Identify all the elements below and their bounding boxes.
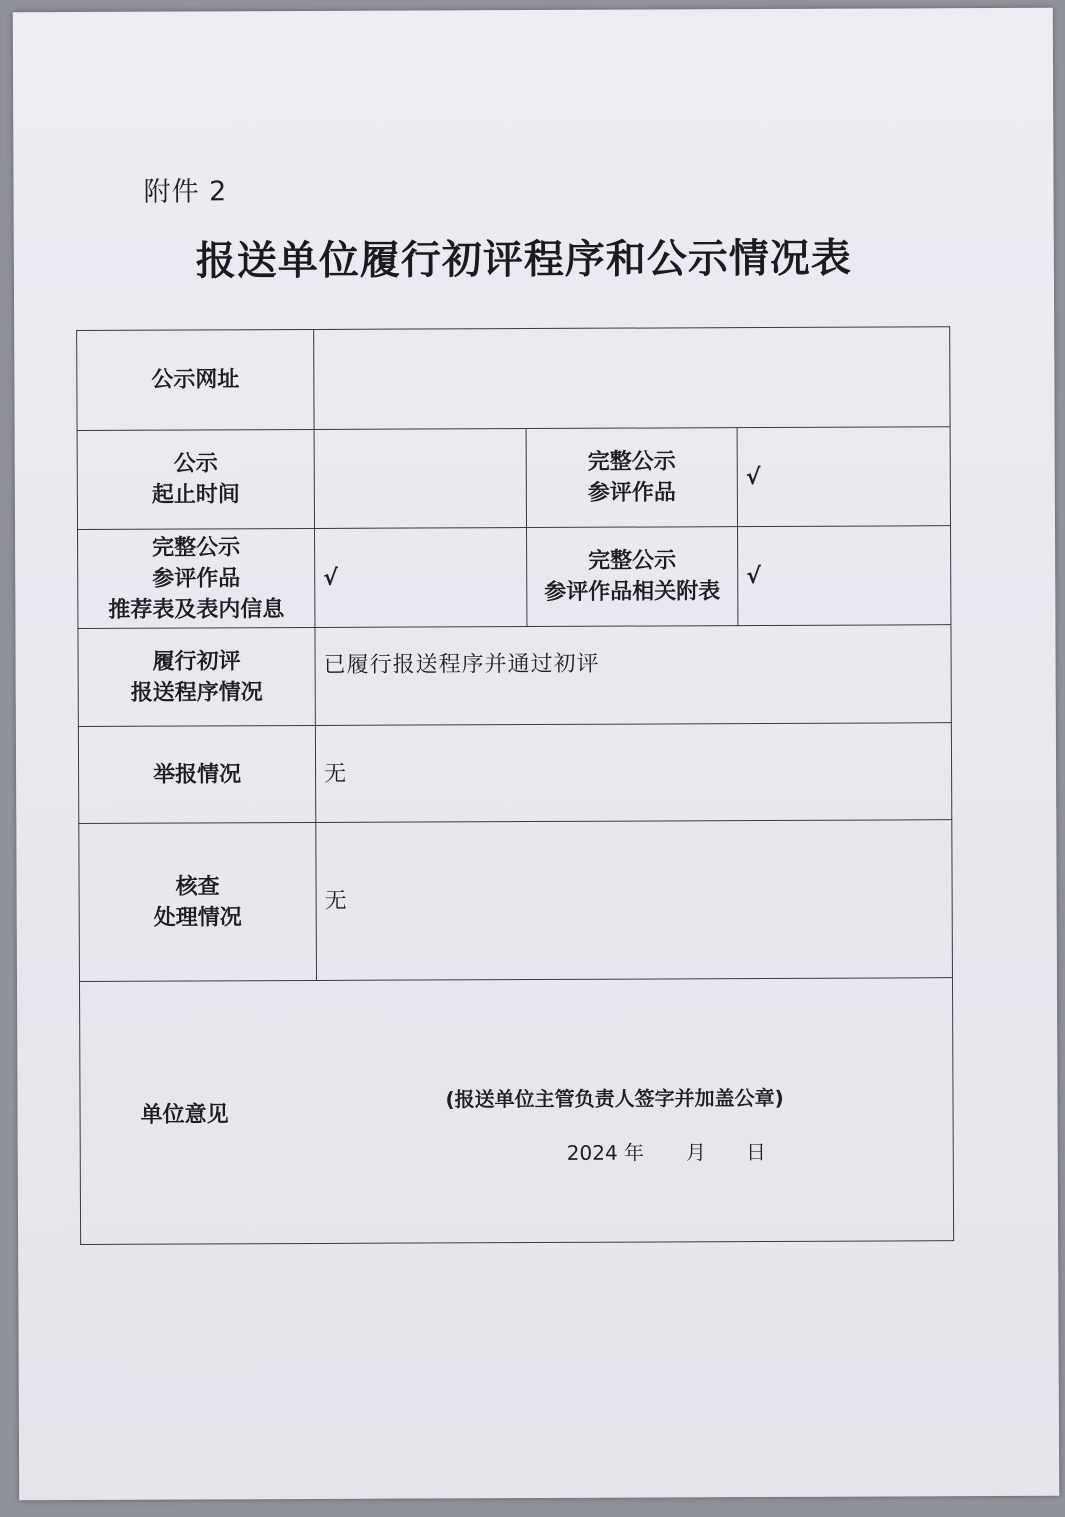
period-label bbox=[77, 429, 314, 529]
complete-works-label bbox=[526, 428, 737, 528]
row-verify bbox=[79, 820, 953, 982]
attachment-label: 附件 2 bbox=[143, 176, 228, 208]
procedure-value: 已履行报送程序并通过初评 bbox=[315, 625, 951, 726]
verify-value: 无 bbox=[316, 820, 953, 981]
row-period bbox=[77, 427, 950, 530]
complete-works-label-line1: 完整公示 bbox=[587, 449, 676, 475]
url-value bbox=[314, 327, 950, 430]
verify-label-line1: 核查 bbox=[175, 873, 220, 900]
verify-label bbox=[79, 822, 317, 981]
date-line bbox=[567, 1137, 766, 1169]
row-opinion bbox=[79, 978, 953, 1245]
recommend-label-line2: 参评作品 bbox=[152, 565, 241, 592]
date-day: 日 bbox=[745, 1140, 767, 1165]
row-recommend bbox=[78, 526, 951, 629]
disclosure-form-table bbox=[76, 326, 954, 1245]
row-procedure bbox=[78, 625, 951, 727]
period-label-line2: 起止时间 bbox=[151, 482, 240, 508]
row-report bbox=[78, 723, 951, 824]
procedure-label-line2: 报送程序情况 bbox=[130, 679, 263, 706]
signature-note: (报送单位主管负责人签字并加盖公章) bbox=[445, 1085, 784, 1112]
procedure-label-line1: 履行初评 bbox=[152, 648, 241, 675]
complete-works-label-line2: 参评作品 bbox=[587, 480, 676, 506]
date-year: 2024 年 bbox=[566, 1140, 645, 1165]
row-url bbox=[77, 327, 950, 431]
recommend-label bbox=[78, 528, 315, 628]
appendix-label-line2: 参评作品相关附表 bbox=[544, 579, 721, 605]
document-title: 报送单位履行初评程序和公示情况表 bbox=[195, 235, 852, 285]
period-value bbox=[314, 429, 526, 529]
recommend-check: √ bbox=[315, 528, 527, 628]
recommend-label-line1: 完整公示 bbox=[152, 534, 241, 561]
appendix-check: √ bbox=[738, 526, 951, 626]
complete-works-check: √ bbox=[737, 427, 950, 527]
appendix-label-line1: 完整公示 bbox=[588, 548, 677, 574]
report-value: 无 bbox=[315, 723, 951, 823]
procedure-label bbox=[78, 627, 315, 726]
appendix-label bbox=[527, 527, 738, 627]
opinion-cell bbox=[79, 978, 953, 1245]
document-page bbox=[13, 8, 1059, 1501]
date-month: 月 bbox=[685, 1140, 707, 1165]
url-label: 公示网址 bbox=[77, 329, 314, 430]
report-label: 举报情况 bbox=[78, 725, 315, 823]
verify-label-line2: 处理情况 bbox=[153, 904, 242, 931]
recommend-label-line3: 推荐表及表内信息 bbox=[108, 596, 285, 623]
period-label-line1: 公示 bbox=[173, 451, 218, 477]
opinion-label: 单位意见 bbox=[140, 1102, 229, 1128]
